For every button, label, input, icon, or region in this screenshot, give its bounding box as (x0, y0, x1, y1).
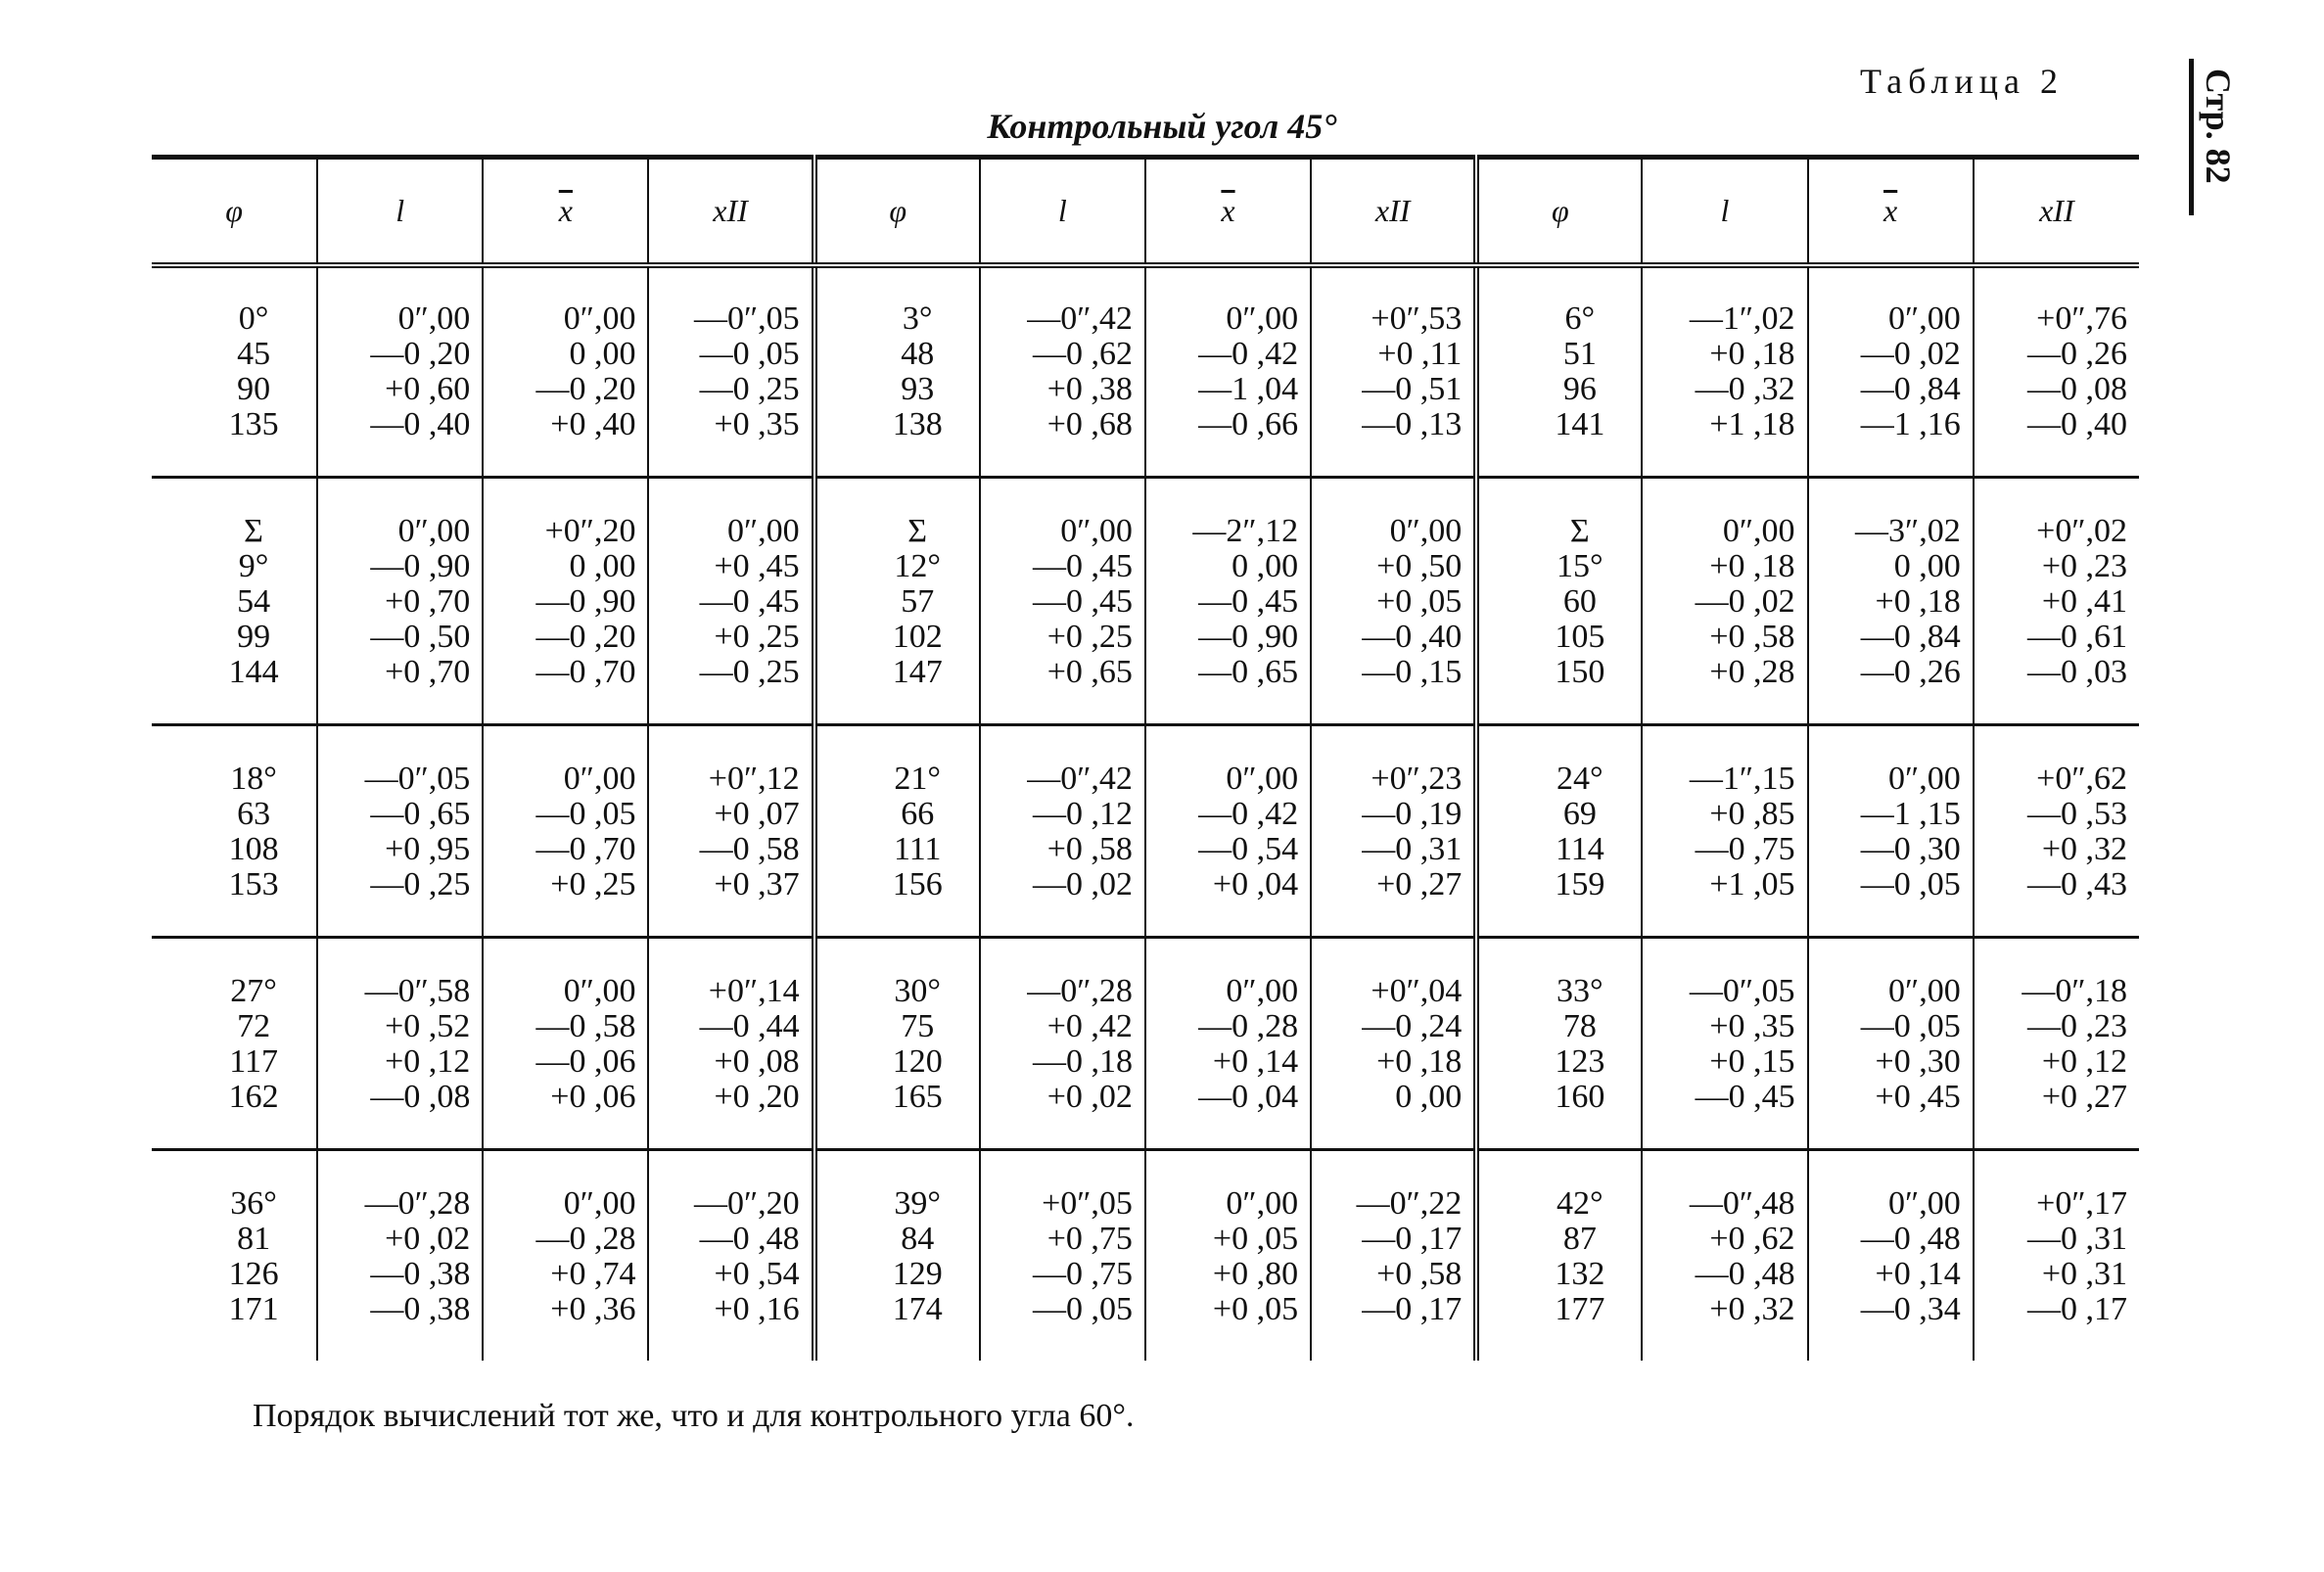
col-header-x-bar: $\overline{x}$ (1808, 158, 1974, 266)
cell-x-bar: 0″,00 —0 ,05 +0 ,30 +0 ,45 (1808, 938, 1974, 1150)
cell-l: —0″,58 +0 ,52 +0 ,12 —0 ,08 (317, 938, 483, 1150)
cell-l: 0″,00 —0 ,45 —0 ,45 +0 ,25 +0 ,65 (980, 478, 1145, 725)
data-table (152, 155, 2139, 1361)
cell-l: 0″,00 +0 ,18 —0 ,02 +0 ,58 +0 ,28 (1642, 478, 1807, 725)
cell-phi: 39° 84 129 174 (814, 1150, 980, 1362)
cell-l: —1″,02 +0 ,18 —0 ,32 +1 ,18 (1642, 265, 1807, 478)
cell-l: +0″,05 +0 ,75 —0 ,75 —0 ,05 (980, 1150, 1145, 1362)
col-header-l: l (1642, 158, 1807, 266)
cell-l: —1″,15 +0 ,85 —0 ,75 +1 ,05 (1642, 725, 1807, 938)
table-row (152, 1150, 2139, 1362)
cell-phi: Σ 12° 57 102 147 (814, 478, 980, 725)
cell-x-ii: 0″,00 +0 ,50 +0 ,05 —0 ,40 —0 ,15 (1311, 478, 1476, 725)
table-title: Контрольный угол 45° (987, 107, 1337, 146)
table-body (152, 265, 2139, 1361)
col-header-x-bar: $\overline{x}$ (1145, 158, 1311, 266)
cell-phi: 3° 48 93 138 (814, 265, 980, 478)
cell-x-bar: —2″,12 0 ,00 —0 ,45 —0 ,90 —0 ,65 (1145, 478, 1311, 725)
cell-phi: 33° 78 123 160 (1476, 938, 1642, 1150)
table-row (152, 938, 2139, 1150)
cell-x-bar: 0″,00 —0 ,48 +0 ,14 —0 ,34 (1808, 1150, 1974, 1362)
col-header-l: l (980, 158, 1145, 266)
cell-l: —0″,48 +0 ,62 —0 ,48 +0 ,32 (1642, 1150, 1807, 1362)
cell-x-ii: +0″,04 —0 ,24 +0 ,18 0 ,00 (1311, 938, 1476, 1150)
cell-phi: 30° 75 120 165 (814, 938, 980, 1150)
cell-x-ii: —0″,20 —0 ,48 +0 ,54 +0 ,16 (648, 1150, 813, 1362)
cell-x-bar: —3″,02 0 ,00 +0 ,18 —0 ,84 —0 ,26 (1808, 478, 1974, 725)
cell-x-bar: 0″,00 —0 ,28 +0 ,14 —0 ,04 (1145, 938, 1311, 1150)
cell-x-bar: 0″,00 —0 ,58 —0 ,06 +0 ,06 (483, 938, 648, 1150)
col-header-l: l (317, 158, 483, 266)
cell-x-ii: +0″,53 +0 ,11 —0 ,51 —0 ,13 (1311, 265, 1476, 478)
cell-phi: 42° 87 132 177 (1476, 1150, 1642, 1362)
cell-l: —0″,05 +0 ,35 +0 ,15 —0 ,45 (1642, 938, 1807, 1150)
cell-x-ii: —0″,22 —0 ,17 +0 ,58 —0 ,17 (1311, 1150, 1476, 1362)
col-header-x-ii: xII (1311, 158, 1476, 266)
cell-phi: 21° 66 111 156 (814, 725, 980, 938)
col-header-x-ii: xII (648, 158, 813, 266)
cell-x-ii: +0″,76 —0 ,26 —0 ,08 —0 ,40 (1974, 265, 2139, 478)
cell-phi: 0° 45 90 135 (228, 301, 279, 442)
cell-l: 0″,00 —0 ,90 +0 ,70 —0 ,50 +0 ,70 (317, 478, 483, 725)
cell-l: —0″,42 —0 ,62 +0 ,38 +0 ,68 (980, 265, 1145, 478)
table-label: Таблица 2 (1860, 62, 2064, 101)
cell-x-ii: +0″,17 —0 ,31 +0 ,31 —0 ,17 (1974, 1150, 2139, 1362)
cell-x-ii: —0″,05 —0 ,05 —0 ,25 +0 ,35 (648, 265, 813, 478)
cell-phi: Σ 15° 60 105 150 (1476, 478, 1642, 725)
cell-x-bar: 0″,00 +0 ,05 +0 ,80 +0 ,05 (1145, 1150, 1311, 1362)
cell-x-bar: 0″,00 —0 ,42 —1 ,04 —0 ,66 (1145, 265, 1311, 478)
cell-phi: 24° 69 114 159 (1476, 725, 1642, 938)
cell-x-bar: 0″,00 —0 ,02 —0 ,84 —1 ,16 (1808, 265, 1974, 478)
cell-phi: 18° 63 108 153 (152, 725, 317, 938)
col-header-phi: φ (152, 158, 317, 266)
cell-x-ii: +0″,62 —0 ,53 +0 ,32 —0 ,43 (1974, 725, 2139, 938)
cell-x-bar: 0″,00 —0 ,42 —0 ,54 +0 ,04 (1145, 725, 1311, 938)
cell-l: —0″,28 +0 ,42 —0 ,18 +0 ,02 (980, 938, 1145, 1150)
cell-x-ii: +0″,14 —0 ,44 +0 ,08 +0 ,20 (648, 938, 813, 1150)
col-header-phi: φ (814, 158, 980, 266)
table-row (152, 725, 2139, 938)
cell-phi: 27° 72 117 162 (152, 938, 317, 1150)
cell-l: —0″,42 —0 ,12 +0 ,58 —0 ,02 (980, 725, 1145, 938)
cell-x-bar: 0″,00 —1 ,15 —0 ,30 —0 ,05 (1808, 725, 1974, 938)
cell-phi: 6° 51 96 141 (1476, 265, 1642, 478)
col-header-x-bar: $\overline{x}$ (483, 158, 648, 266)
cell-l: 0″,00 —0 ,20 +0 ,60 —0 ,40 (317, 265, 483, 478)
cell-x-bar: 0″,00 —0 ,05 —0 ,70 +0 ,25 (483, 725, 648, 938)
cell-x-bar: 0″,00 —0 ,28 +0 ,74 +0 ,36 (483, 1150, 648, 1362)
table-row (152, 478, 2139, 725)
table-row (152, 265, 2139, 478)
cell-phi: Σ 9° 54 99 144 (152, 478, 317, 725)
cell-x-bar: +0″,20 0 ,00 —0 ,90 —0 ,20 —0 ,70 (483, 478, 648, 725)
cell-phi: 36° 81 126 171 (152, 1150, 317, 1362)
cell-x-ii: +0″,12 +0 ,07 —0 ,58 +0 ,37 (648, 725, 813, 938)
cell-x-ii: —0″,18 —0 ,23 +0 ,12 +0 ,27 (1974, 938, 2139, 1150)
cell-x-bar: 0″,00 0 ,00 —0 ,20 +0 ,40 (483, 265, 648, 478)
col-header-x-ii: xII (1974, 158, 2139, 266)
col-header-phi: φ (1476, 158, 1642, 266)
cell-x-ii: 0″,00 +0 ,45 —0 ,45 +0 ,25 —0 ,25 (648, 478, 813, 725)
header-row (152, 158, 2139, 266)
cell-l: —0″,28 +0 ,02 —0 ,38 —0 ,38 (317, 1150, 483, 1362)
cell-x-ii: +0″,02 +0 ,23 +0 ,41 —0 ,61 —0 ,03 (1974, 478, 2139, 725)
cell-x-ii: +0″,23 —0 ,19 —0 ,31 +0 ,27 (1311, 725, 1476, 938)
page-number: Стр. 82 (2199, 69, 2238, 184)
footnote: Порядок вычислений тот же, что и для контрольного угла 60°. (253, 1398, 1135, 1434)
cell-l: —0″,05 —0 ,65 +0 ,95 —0 ,25 (317, 725, 483, 938)
